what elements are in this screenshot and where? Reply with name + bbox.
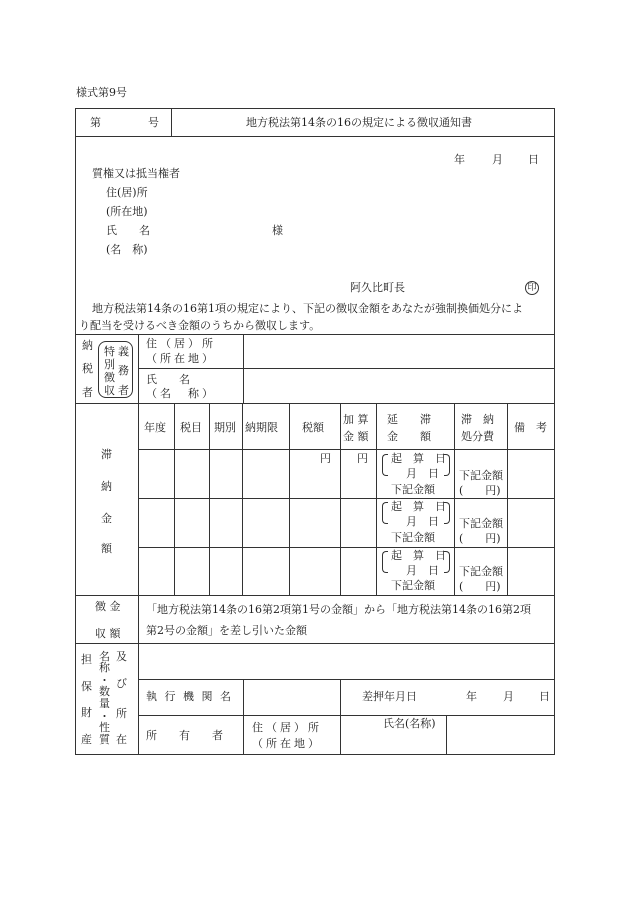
addressee-role: 質権又は抵当権者 <box>92 167 180 180</box>
col-shobunhi-2: 処分費 <box>461 430 494 443</box>
taxpayer-char-2: 税 <box>82 362 93 375</box>
shikko-label: 執 行 機 関 名 <box>146 690 233 703</box>
col-nokigen: 納期限 <box>245 421 278 434</box>
document-title: 地方税法第14条の16の規定による徴収通知書 <box>246 116 472 129</box>
issuer-name: 阿久比町長 <box>350 281 405 294</box>
kisan-label: 起 算 日 <box>391 500 446 513</box>
side-char: 保 <box>81 680 92 693</box>
col-shobunhi-1: 滞 納 <box>461 413 494 426</box>
addressee-location-label: (所在地) <box>106 205 148 218</box>
divider <box>138 334 139 621</box>
arrears-side-char: 金 <box>101 512 112 525</box>
shobunhi-kaki: 下記金額 <box>459 517 503 530</box>
divider <box>243 679 244 755</box>
gimusha-char: 者 <box>118 384 129 397</box>
number-prefix: 第 <box>90 116 101 129</box>
arrears-side-char: 額 <box>101 542 112 555</box>
divider <box>138 643 139 755</box>
side-char: ・ <box>99 710 110 723</box>
owner-address-label: 住（居）所 <box>252 721 322 734</box>
addressee-honorific: 様 <box>272 224 283 237</box>
arrears-side-char: 滞 <box>101 448 112 461</box>
seal-mark: 印 <box>525 281 539 295</box>
divider <box>75 643 555 644</box>
divider <box>454 403 455 595</box>
taxpayer-char-1: 納 <box>82 339 93 352</box>
addressee-address-label: 住(居)所 <box>106 186 148 199</box>
sashiosae-month: 月 <box>503 690 514 703</box>
kisan-label: 起 算 日 <box>391 452 446 465</box>
side-char: び <box>116 677 127 690</box>
divider <box>138 449 555 450</box>
sashiosae-day: 日 <box>539 690 550 703</box>
shobunhi-yen: ( 円) <box>459 532 501 545</box>
divider <box>446 715 447 755</box>
sashiosae-year: 年 <box>466 690 477 703</box>
divider <box>75 595 555 596</box>
shobunhi-yen: ( 円) <box>459 484 501 497</box>
shobunhi-kaki: 下記金額 <box>459 565 503 578</box>
tokubetsu-char: 収 <box>104 384 115 397</box>
collection-text-1: 「地方税法第14条の16第2項第1号の金額」から「地方税法第14条の16第2項 <box>146 603 531 616</box>
divider <box>138 498 555 499</box>
kisan-label: 起 算 日 <box>391 549 446 562</box>
number-suffix: 号 <box>148 116 159 129</box>
kaki-label: 下記金額 <box>391 531 435 544</box>
side-char: 性 <box>99 721 110 734</box>
form-number: 様式第9号 <box>76 86 127 99</box>
divider <box>289 403 290 595</box>
kaki-label: 下記金額 <box>391 483 435 496</box>
owner-address-sub: （所在地） <box>252 737 322 750</box>
side-char: 在 <box>116 733 127 746</box>
divider <box>507 403 508 595</box>
divider <box>138 715 555 716</box>
addressee-name-label: 氏 名 <box>106 224 150 237</box>
arrears-side-char: 納 <box>101 480 112 493</box>
shobunhi-yen: ( 円) <box>459 580 501 593</box>
divider <box>376 403 377 595</box>
tokubetsu-char: 徴 <box>104 371 115 384</box>
col-kasan-1: 加 算 <box>343 413 369 426</box>
col-entai-2: 金 額 <box>387 430 431 443</box>
side-char: 担 <box>81 653 92 666</box>
sashiosae-label: 差押年月日 <box>362 690 417 703</box>
divider <box>138 547 555 548</box>
owner-name-label: 氏名(名称) <box>383 717 436 730</box>
side-char: 及 <box>116 650 127 663</box>
taxpayer-address-sub: （所在地） <box>146 352 216 365</box>
divider <box>209 403 210 595</box>
divider <box>138 621 139 643</box>
shobunhi-kaki: 下記金額 <box>459 469 503 482</box>
bracket-left <box>382 502 388 524</box>
divider <box>340 403 341 595</box>
col-zeigaku: 税額 <box>302 421 324 434</box>
divider <box>75 334 555 335</box>
divider <box>340 679 341 755</box>
divider <box>242 403 243 595</box>
gimusha-char: 務 <box>118 364 129 377</box>
divider <box>138 368 555 369</box>
col-entai-1: 延 滞 <box>387 413 431 426</box>
addressee-meisho-label: (名 称) <box>106 243 148 256</box>
col-kasan-2: 金 額 <box>343 430 369 443</box>
side-char: ・ <box>99 674 110 687</box>
date-day: 日 <box>528 153 539 166</box>
kaki-label: 下記金額 <box>391 579 435 592</box>
taxpayer-name-text: 氏 名 <box>146 373 190 386</box>
taxpayer-char-3: 者 <box>82 386 93 399</box>
taxpayer-address-label: 住（居）所 <box>146 337 216 350</box>
bracket-left <box>382 551 388 573</box>
tsuki-label: 月 日 <box>406 564 439 577</box>
divider <box>75 136 555 137</box>
side-char: 称 <box>99 661 110 674</box>
collection-text-2: 第2号の金額」を差し引いた金額 <box>146 624 307 637</box>
side-char: 質 <box>99 733 110 746</box>
tokubetsu-char: 別 <box>104 358 115 371</box>
taxpayer-name-label <box>146 374 238 385</box>
collection-label-2: 収 額 <box>95 627 121 640</box>
tokubetsu-char: 特 <box>104 345 115 358</box>
tsuki-label: 月 日 <box>406 467 439 480</box>
divider <box>75 403 555 404</box>
divider <box>138 679 555 680</box>
side-char: 財 <box>81 706 92 719</box>
taxpayer-name-sub: （名 称） <box>146 387 216 400</box>
side-char: 産 <box>81 733 92 746</box>
side-char: 名 <box>99 650 110 663</box>
date-month: 月 <box>492 153 503 166</box>
side-char: 所 <box>116 707 127 720</box>
collection-label-1: 徴 金 <box>95 600 121 613</box>
body-line-2: り配当を受けるべき金額のうちから徴収します。 <box>79 319 321 332</box>
tsuki-label: 月 日 <box>406 515 439 528</box>
col-zeimoku: 税目 <box>180 421 202 434</box>
side-char: 数 <box>99 685 110 698</box>
side-char: 量 <box>99 697 110 710</box>
col-biko: 備 考 <box>514 421 547 434</box>
kasan-yen: 円 <box>357 452 368 465</box>
col-kibetsu: 期別 <box>214 421 236 434</box>
owner-label: 所 有 者 <box>146 729 223 742</box>
divider <box>174 403 175 595</box>
divider <box>171 108 172 136</box>
bracket-left <box>382 454 388 476</box>
body-line-1: 地方税法第14条の16第1項の規定により、下記の徴収金額をあなたが強制換価処分によ <box>92 302 523 315</box>
date-year: 年 <box>454 153 465 166</box>
col-nendo: 年度 <box>144 421 166 434</box>
gimusha-char: 義 <box>118 345 129 358</box>
zeigaku-yen: 円 <box>320 452 331 465</box>
